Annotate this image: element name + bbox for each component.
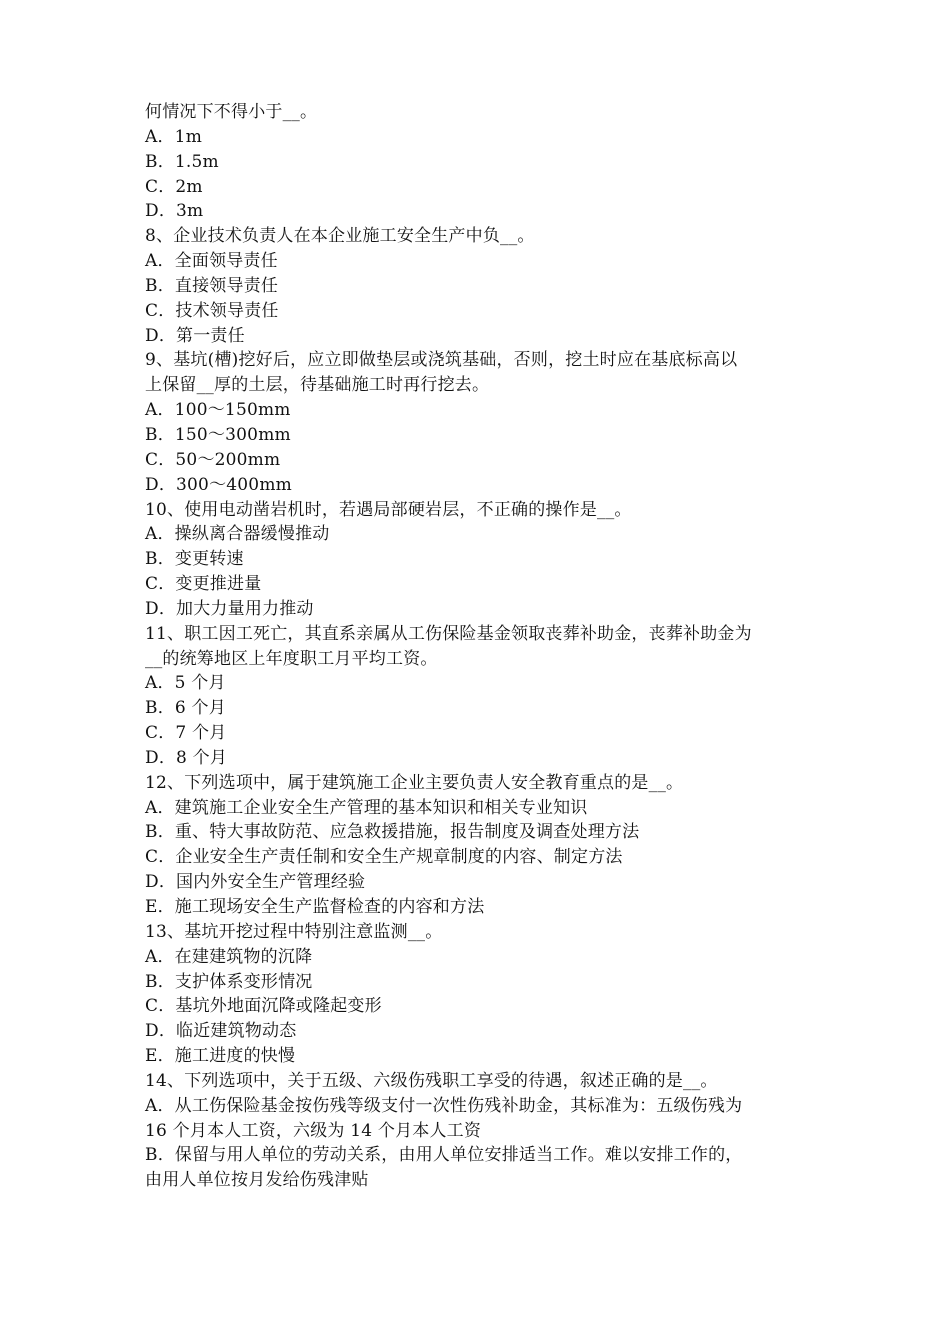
question-line: 上保留__厚的土层，待基础施工时再行挖去。 <box>145 375 490 396</box>
option-line: D．第一责任 <box>145 325 245 346</box>
option-line: 由用人单位按月发给伤残津贴 <box>145 1170 369 1191</box>
option-line: A．建筑施工企业安全生产管理的基本知识和相关专业知识 <box>145 797 588 818</box>
question-line: __的统筹地区上年度职工月平均工资。 <box>145 648 438 669</box>
question-line: 14、下列选项中，关于五级、六级伤残职工享受的待遇，叙述正确的是__。 <box>145 1070 718 1091</box>
option-line: E．施工进度的快慢 <box>145 1046 296 1067</box>
option-line: C．50～200mm <box>145 449 281 470</box>
question-line: 11、职工因工死亡，其直系亲属从工伤保险基金领取丧葬补助金，丧葬补助金为 <box>145 623 752 644</box>
option-line: C．技术领导责任 <box>145 300 279 321</box>
option-line: B．支护体系变形情况 <box>145 971 313 992</box>
question-line: 8、企业技术负责人在本企业施工安全生产中负__。 <box>145 226 535 247</box>
option-line: C．7 个月 <box>145 723 227 744</box>
option-line: C．变更推进量 <box>145 574 262 595</box>
option-line: D．300～400mm <box>145 474 292 495</box>
option-line: A．全面领导责任 <box>145 251 278 272</box>
question-line: 12、下列选项中，属于建筑施工企业主要负责人安全教育重点的是__。 <box>145 772 684 793</box>
option-line: B．1.5m <box>145 151 219 172</box>
option-line: 16 个月本人工资，六级为 14 个月本人工资 <box>145 1120 482 1141</box>
option-line: B．6 个月 <box>145 698 226 719</box>
option-line: D．8 个月 <box>145 747 228 768</box>
option-line: A．100～150mm <box>145 400 291 421</box>
option-line: A．5 个月 <box>145 673 226 694</box>
option-line: B．保留与用人单位的劳动关系，由用人单位安排适当工作。难以安排工作的， <box>145 1145 743 1166</box>
question-line: 9、基坑(槽)挖好后，应立即做垫层或浇筑基础，否则，挖土时应在基底标高以 <box>145 350 738 371</box>
option-line: B．150～300mm <box>145 424 291 445</box>
option-line: C．企业安全生产责任制和安全生产规章制度的内容、制定方法 <box>145 847 623 868</box>
option-line: D．3m <box>145 201 204 222</box>
option-line: D．临近建筑物动态 <box>145 1021 297 1042</box>
option-line: A．操纵离合器缓慢推动 <box>145 524 330 545</box>
option-line: C．基坑外地面沉降或隆起变形 <box>145 996 382 1017</box>
option-line: A．从工伤保险基金按伤残等级支付一次性伤残补助金，其标准为：五级伤残为 <box>145 1095 743 1116</box>
question-line: 13、基坑开挖过程中特别注意监测__。 <box>145 921 443 942</box>
option-line: E．施工现场安全生产监督检查的内容和方法 <box>145 897 485 917</box>
text-line: 何情况下不得小于__。 <box>145 102 318 122</box>
option-line: B．重、特大事故防范、应急救援措施，报告制度及调查处理方法 <box>145 822 640 843</box>
option-line: A．1m <box>145 126 203 147</box>
option-line: C．2m <box>145 176 203 197</box>
question-line: 10、使用电动凿岩机时，若遇局部硬岩层，不正确的操作是__。 <box>145 499 632 520</box>
option-line: D．加大力量用力推动 <box>145 598 314 619</box>
option-line: B．变更转速 <box>145 549 244 570</box>
option-line: A．在建建筑物的沉降 <box>145 946 313 967</box>
document-page <box>145 100 825 1193</box>
option-line: D．国内外安全生产管理经验 <box>145 872 366 893</box>
option-line: B．直接领导责任 <box>145 275 279 296</box>
